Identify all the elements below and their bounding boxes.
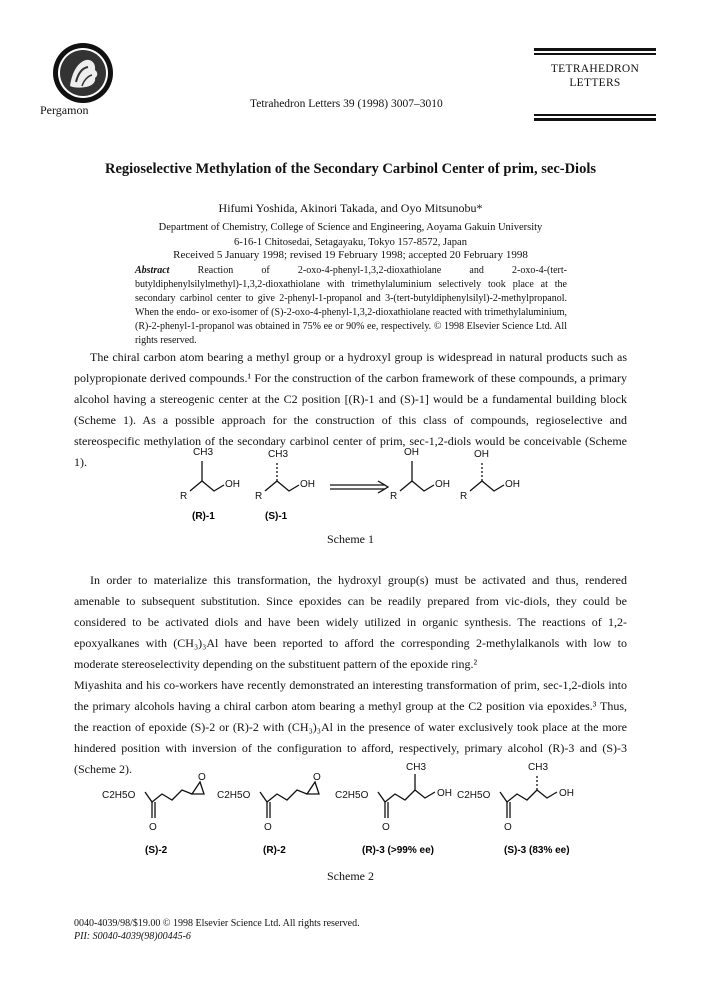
s1-ch3-2: CH3 (268, 449, 289, 460)
s1-r-1: R (180, 491, 188, 502)
abstract-copyright: © 1998 Elsevier Science Ltd. All rights reserved. (135, 321, 567, 346)
s1-oh-1: OH (225, 479, 240, 490)
masthead-rule-bottom-thin (534, 114, 656, 116)
s1-r-3: R (390, 491, 398, 502)
paragraph-3: Miyashita and his co-workers have recently demonstrated an interesting transformation of prim, sec-1,2-diols into the primary alcohols having a chiral carbon atom bearing a methyl group at the C2 position via epoxides.³ Thus, the reaction of epoxide (S)-2 or (R)-2 with (CH₃)₃Al in the presence of water exclusively took place at the more hindered position with inversion of the configuration to afford, respectively, primary alcohol (R)-3 and (S)-3 (Scheme 2). (74, 678, 627, 776)
s1-oh-2: OH (300, 479, 315, 490)
s2-epox-o-2: O (313, 772, 321, 783)
scheme-1-diagram (170, 441, 550, 523)
s2-epox-o-1: O (198, 772, 206, 783)
footer-copyright: 0040-4039/98/$19.00 © 1998 Elsevier Science Ltd. All rights reserved. (74, 918, 360, 929)
affiliation (0, 221, 701, 250)
s1-oh-4: OH (435, 479, 450, 490)
masthead-rule-bottom (534, 118, 656, 121)
footer-pii: PII: S0040-4039(98)00445-6 (74, 931, 191, 942)
s1-oh-3: OH (404, 447, 419, 458)
s2-caption-s3: (S)-3 (83% ee) (504, 845, 570, 856)
paragraph-2: In order to materialize this transformation, the hydroxyl group(s) must be activated and thus, rendered amenable to subsequent substitution. Since epoxides can be readily prepared from vic-diols, they could be considered to be activated diols and have been widely utilized in organic synthesis. The reactions of 1,2-epoxyalkanes with (CH₃)₃Al have been reported to afford the corresponding 2-methylalkanols with low to moderate stereoselectivity depending on the substituent pattern of the epoxide ring.² (74, 573, 627, 671)
paper-title: Regioselective Methylation of the Secondary Carbinol Center of prim, sec-Diols (104, 161, 597, 177)
s2-oh-2: OH (559, 788, 574, 799)
footer (74, 917, 360, 943)
masthead-line2: LETTERS (569, 77, 621, 89)
s2-caption-r3: (R)-3 (>99% ee) (362, 845, 434, 856)
scheme-2-diagram (100, 760, 620, 842)
publisher-logo (52, 42, 114, 104)
s1-r-2: R (255, 491, 263, 502)
masthead-line1: TETRAHEDRON (550, 63, 640, 75)
author-list: Hifumi Yoshida, Akinori Takada, and Oyo Mitsunobu* (218, 201, 483, 215)
s2-o-4: O (504, 822, 512, 833)
scheme-2-label: Scheme 2 (327, 869, 374, 883)
s2-caption-s2: (S)-2 (145, 845, 168, 856)
s2-c2h5o-1: C2H5O (102, 790, 136, 801)
affiliation-line1: Department of Chemistry, College of Science and Engineering, Aoyama Gakuin University (158, 222, 543, 233)
s2-c2h5o-4: C2H5O (457, 790, 491, 801)
s2-o-1: O (149, 822, 157, 833)
s1-oh-5: OH (474, 449, 489, 460)
s1-oh-6: OH (505, 479, 520, 490)
publisher-name: Pergamon (40, 103, 89, 117)
journal-masthead (534, 62, 656, 90)
s2-ch3-1: CH3 (406, 762, 427, 773)
s2-ch3-2: CH3 (528, 762, 549, 773)
masthead-rule-top-thin (534, 53, 656, 55)
paragraph-1: The chiral carbon atom bearing a methyl group or a hydroxyl group is widespread in natural products such as polypropionate derived compounds.¹ For the construction of the carbon framework of these compounds, a primary alcohol having a stereogenic center at the C2 position [(R)-1 and (S)-1] would be a fundamental building block (Scheme 1). As a possible approach for the construction of this class of compounds, regioselective and stereospecific methylation of the secondary carbinol center of prim, sec-1,2-diols would be conceivable (Scheme 1). (74, 350, 627, 469)
s1-caption-s1: (S)-1 (265, 511, 288, 522)
s2-c2h5o-2: C2H5O (217, 790, 251, 801)
affiliation-line2: 6-16-1 Chitosedai, Setagayaku, Tokyo 157-8572, Japan (234, 236, 467, 248)
scheme-2-captions (100, 842, 620, 858)
s2-c2h5o-3: C2H5O (335, 790, 369, 801)
scheme-1-label: Scheme 1 (327, 532, 374, 546)
s1-caption-r1: (R)-1 (192, 511, 215, 522)
journal-citation: Tetrahedron Letters 39 (1998) 3007–3010 (250, 98, 443, 110)
s2-caption-r2: (R)-2 (263, 845, 286, 856)
s2-o-2: O (264, 822, 272, 833)
s1-r-4: R (460, 491, 468, 502)
masthead-rule-top (534, 48, 656, 51)
abstract-label: Abstract (135, 265, 170, 276)
s1-ch3-1: CH3 (193, 447, 214, 458)
abstract (135, 264, 567, 348)
received-dates: Received 5 January 1998; revised 19 February 1998; accepted 20 February 1998 (173, 249, 528, 261)
s2-o-3: O (382, 822, 390, 833)
abstract-text: Reaction of 2-oxo-4-phenyl-1,3,2-dioxathiolane and 2-oxo-4-(tert-butyldiphenylsilylmethyl)-1,3,2-dioxathiolane with trimethylaluminium selectively took place at the secondary carbinol center to give 2-phenyl-1-propanol and 3-(tert-butyldiphenylsilyl)-2-methylpropanol. When the endo- or exo-isomer of (S)-2-oxo-4-phenyl-1,3,2-dioxathiolane reacted with trimethylaluminium, (R)-2-phenyl-1-propanol was obtained in 75% ee or 90% ee, respectively. (135, 265, 568, 332)
s2-oh-1: OH (437, 788, 452, 799)
